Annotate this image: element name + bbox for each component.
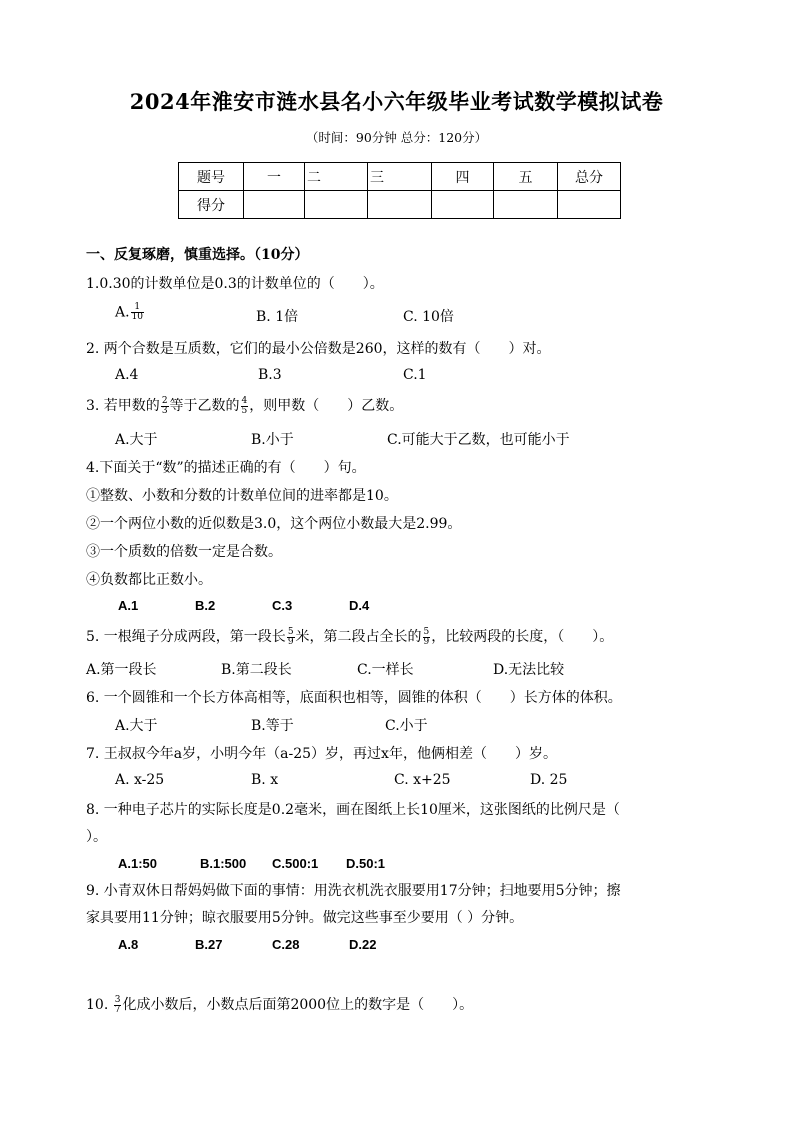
score-table xyxy=(178,162,621,219)
question-text: 米，第二段占全长的 xyxy=(295,629,422,645)
q4-option-d: D.4 xyxy=(349,598,370,613)
q5-option-d: D.无法比较 xyxy=(493,662,565,678)
q3-option-a: A.大于 xyxy=(115,432,158,448)
q4-option-b: B.2 xyxy=(195,598,216,613)
question-10 xyxy=(86,994,473,1015)
q4-option-c: C.3 xyxy=(272,598,293,613)
question-8-cont: ）。 xyxy=(86,829,107,845)
q7-option-a: A. x-25 xyxy=(115,772,165,788)
question-9-cont: 家具要用11分钟；晾衣服要用5分钟。做完这些事至少要用（ ）分钟。 xyxy=(86,910,524,926)
table-row xyxy=(179,163,621,191)
score-input[interactable] xyxy=(244,191,305,219)
table-cell: 一 xyxy=(244,163,305,191)
question-9: 9. 小青双休日帮妈妈做下面的事情：用洗衣机洗衣服要用17分钟；扫地要用5分钟；擦 xyxy=(86,883,621,899)
fraction-denominator: 3 xyxy=(161,405,168,416)
statement-2: ②一个两位小数的近似数是3.0，这个两位小数最大是2.99。 xyxy=(86,516,462,532)
q5-option-b: B.第二段长 xyxy=(221,662,292,678)
exam-subtitle: （时间：90分钟 总分：120分） xyxy=(305,130,488,145)
question-4: 4.下面关于“数”的描述正确的有（ ）句。 xyxy=(86,460,366,476)
question-1: 1.0.30的计数单位是0.3的计数单位的（ ）。 xyxy=(86,276,384,292)
q3-option-b: B.小于 xyxy=(251,432,294,448)
question-5 xyxy=(86,626,613,647)
page-title: 2024年淮安市涟水县名小六年级毕业考试数学模拟试卷 xyxy=(129,89,664,114)
q9-option-b: B.27 xyxy=(195,937,223,952)
q4-option-a: A.1 xyxy=(118,598,139,613)
question-text: 等于乙数的 xyxy=(169,398,240,414)
q8-option-b: B.1:500 xyxy=(200,856,247,871)
question-text: ，比较两段的长度，（ ）。 xyxy=(431,629,614,645)
fraction xyxy=(241,397,249,416)
fraction-numerator: 4 xyxy=(241,395,248,406)
table-cell: 二 xyxy=(305,163,368,191)
q6-option-a: A.大于 xyxy=(115,718,158,734)
table-cell: 五 xyxy=(494,163,558,191)
table-cell: 题号 xyxy=(179,163,244,191)
q1-option-a xyxy=(115,303,145,322)
q3-option-c: C.可能大于乙数，也可能小于 xyxy=(387,432,570,448)
q5-option-c: C.一样长 xyxy=(357,662,414,678)
section-heading: 一、反复琢磨，慎重选择。（10分） xyxy=(86,247,309,263)
question-text: 5. 一根绳子分成两段，第一段长 xyxy=(86,629,286,645)
fraction xyxy=(161,397,169,416)
score-input[interactable] xyxy=(432,191,494,219)
statement-3: ③一个质数的倍数一定是合数。 xyxy=(86,544,282,560)
question-text: 化成小数后，小数点后面第2000位上的数字是（ ）。 xyxy=(122,997,474,1013)
q8-option-d: D.50:1 xyxy=(346,856,386,871)
fraction-denominator: 10 xyxy=(131,312,144,322)
fraction-denominator: 7 xyxy=(114,1004,121,1015)
q7-option-d: D. 25 xyxy=(530,772,568,788)
question-3 xyxy=(86,395,403,416)
fraction-numerator: 3 xyxy=(114,994,121,1005)
question-2: 2. 两个合数是互质数，它们的最小公倍数是260，这样的数有（ ）对。 xyxy=(86,341,551,357)
table-cell: 总分 xyxy=(558,163,621,191)
q2-option-a: A.4 xyxy=(115,367,139,383)
question-8: 8. 一种电子芯片的实际长度是0.2毫米，画在图纸上长10厘米，这张图纸的比例尺是（ xyxy=(86,802,620,818)
q2-option-c: C.1 xyxy=(403,367,427,383)
fraction-denominator: 5 xyxy=(241,405,248,416)
table-cell: 三 xyxy=(368,163,432,191)
q7-option-c: C. x+25 xyxy=(394,772,451,788)
fraction-numerator: 1 xyxy=(131,303,144,313)
question-text: ，则甲数（ ）乙数。 xyxy=(249,398,404,414)
statement-1: ①整数、小数和分数的计数单位间的进率都是10。 xyxy=(86,488,398,504)
option-label: A. xyxy=(115,304,130,321)
fraction xyxy=(287,628,295,647)
q9-option-a: A.8 xyxy=(118,937,139,952)
score-input[interactable] xyxy=(558,191,621,219)
question-7: 7. 王叔叔今年a岁，小明今年（a-25）岁，再过x年，他俩相差（ ）岁。 xyxy=(86,746,557,762)
fraction-numerator: 5 xyxy=(287,626,294,637)
fraction-denominator: 9 xyxy=(287,636,294,647)
table-cell: 得分 xyxy=(179,191,244,219)
score-input[interactable] xyxy=(368,191,432,219)
fraction xyxy=(131,303,144,322)
fraction-numerator: 2 xyxy=(161,395,168,406)
table-row xyxy=(179,191,621,219)
q8-option-a: A.1:50 xyxy=(118,856,158,871)
q8-option-c: C.500:1 xyxy=(272,856,319,871)
fraction xyxy=(423,628,431,647)
score-input[interactable] xyxy=(494,191,558,219)
table-cell: 四 xyxy=(432,163,494,191)
fraction-denominator: 9 xyxy=(423,636,430,647)
q1-option-c: C. 10倍 xyxy=(403,309,454,325)
q6-option-b: B.等于 xyxy=(251,718,294,734)
question-6: 6. 一个圆锥和一个长方体高相等，底面积也相等，圆锥的体积（ ）长方体的体积。 xyxy=(86,690,622,706)
q6-option-c: C.小于 xyxy=(385,718,428,734)
q1-option-b: B. 1倍 xyxy=(256,309,299,325)
q5-option-a: A.第一段长 xyxy=(86,662,157,678)
score-input[interactable] xyxy=(305,191,368,219)
q7-option-b: B. x xyxy=(251,772,279,788)
fraction-numerator: 5 xyxy=(423,626,430,637)
q9-option-c: C.28 xyxy=(272,937,300,952)
q9-option-d: D.22 xyxy=(349,937,377,952)
question-text: 10. xyxy=(86,997,113,1013)
fraction xyxy=(114,996,122,1015)
question-text: 3. 若甲数的 xyxy=(86,398,160,414)
q2-option-b: B.3 xyxy=(258,367,282,383)
statement-4: ④负数都比正数小。 xyxy=(86,572,212,588)
